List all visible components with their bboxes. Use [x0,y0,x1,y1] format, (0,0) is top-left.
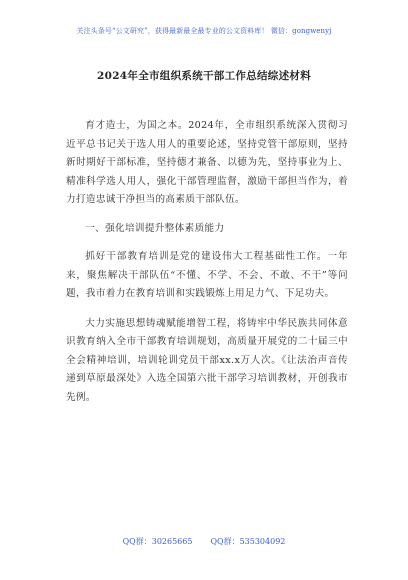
section-paragraph-1: 抓好干部教育培训是党的建设伟大工程基础性工作。一年来，聚焦解决干部队伍“不懂、不学、不会、不敢、不干”等问题，我市着力在教育培训和实践锻炼上用足力气、下足功夫。 [66,251,348,299]
footer-qq-group-2: QQ群：535304092 [210,537,286,546]
section-paragraph-2: 大力实施思想铸魂赋能增智工程，将铸牢中华民族共同体意识教育纳入全市干部教育培训规划，高质量开展党的二十届三中全会精神培训，培训轮训党员干部xx.x万人次。《让法治声音传递到草原最深处》入选全国第六批干部学习培训教材，开创我市先例。 [66,317,348,403]
document-body [66,117,348,407]
document-title: 2024年全市组织系统干部工作总结综述材料 [96,70,312,82]
footer-contacts [0,536,408,547]
intro-paragraph: 育才造士，为国之本。2024年，全市组织系统深入贯彻习近平总书记关于选人用人的重要论述，坚持党管干部原则，坚持新时期好干部标准，坚持德才兼备、以德为先，坚持事业为上、精准科学选人用人，强化干部管理监督，激励干部担当作为，着力打造忠诚干净担当的高素质干部队伍。 [66,120,348,205]
footer-qq-group-1: QQ群：30265665 [122,537,193,546]
header-promo-note: 关注头条号“公文研究”，获得最新最全最专业的公文资料库！ 微信：gongwenyj [76,27,332,35]
section-heading: 一、强化培训提升整体素质能力 [85,222,225,234]
